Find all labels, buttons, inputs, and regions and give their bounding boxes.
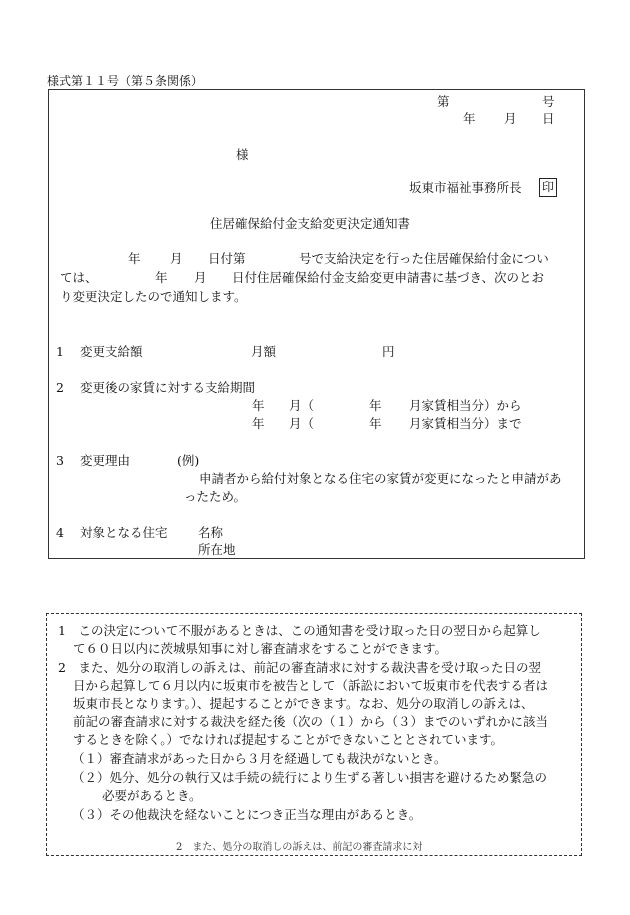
date-year: 年 — [463, 111, 476, 126]
item1-yen: 円 — [382, 344, 395, 359]
item2-row1-year2: 年 — [369, 398, 382, 413]
subnote1: （１）審査請求があった日から３月を経過しても裁決がないとき。 — [72, 751, 447, 766]
addressee-suffix: 様 — [236, 147, 249, 162]
cropped-text-fragment: 2 また、処分の取消しの訴えは、前記の審査請求に対 — [176, 842, 423, 853]
note2-line3: 坂東市長となります。）、提起することができます。なお、処分の取消しの訴えは、 — [73, 696, 534, 711]
note2-line4: 前記の審査請求に対する裁決を経た後（次の（１）から（３）までのいずれかに該当 — [73, 714, 549, 729]
note1-line1: 1 この決定について不服があるときは、この通知書を受け取った日の翌日から起算し — [58, 623, 541, 638]
item4-name: 名称 — [198, 525, 224, 540]
body-line1-rest: 号で支給決定を行った住居確保給付金につい — [299, 251, 549, 266]
item4-address: 所在地 — [198, 542, 236, 557]
body-line2-rest: 日付住居確保給付金支給変更申請書に基づき、次のとお — [232, 270, 545, 285]
item3-number: 3 — [56, 453, 64, 468]
body-year-2: 年 — [155, 270, 168, 285]
item4-number: 4 — [56, 525, 64, 540]
item2-row1-month: 月（ — [289, 398, 315, 413]
seal-mark: 印 — [539, 178, 557, 197]
item2-row2-month: 月（ — [289, 416, 315, 431]
date-day: 日 — [542, 111, 555, 126]
subnote2-line2: 必要があるとき。 — [102, 788, 202, 803]
item2-row1-year: 年 — [252, 398, 265, 413]
note2-line1: 2 また、処分の取消しの訴えは、前記の審査請求に対する裁決書を受け取った日の翌 — [58, 660, 541, 675]
item3-reason-line1: 申請者から給付対象となる住宅の家賃が変更になったと申請があ — [199, 471, 562, 486]
document-title: 住居確保給付金支給変更決定通知書 — [210, 216, 411, 231]
body-month-1: 月 — [170, 251, 183, 266]
item1-number: 1 — [56, 344, 64, 359]
issuer: 坂東市福祉事務所長 — [409, 180, 522, 195]
body-line2-start: ては、 — [60, 270, 98, 285]
item2-row2-year: 年 — [252, 416, 265, 431]
item2-row1-rest: 月家賃相当分）から — [409, 398, 522, 413]
number-prefix: 第 — [437, 94, 450, 109]
item3-example: (例) — [177, 453, 200, 468]
body-month-2: 月 — [194, 270, 207, 285]
item3-reason-line2: ったため。 — [184, 489, 247, 504]
item3-label: 変更理由 — [80, 453, 131, 468]
body-year-1: 年 — [128, 251, 141, 266]
item2-label: 変更後の家賃に対する支給期間 — [80, 380, 256, 395]
form-box — [48, 89, 585, 559]
body-dated-no: 日付第 — [208, 251, 246, 266]
item2-row2-year2: 年 — [369, 416, 382, 431]
subnote2-line1: （２）処分、処分の執行又は手続の続行により生ずる著しい損害を避けるため緊急の — [72, 770, 548, 785]
note2-line5: するときを除く。）でなければ提起することができないこととされています。 — [73, 732, 504, 747]
item2-row2-rest: 月家賃相当分）まで — [409, 416, 522, 431]
form-number: 様式第１１号（第５条関係） — [47, 74, 204, 88]
date-month: 月 — [504, 111, 517, 126]
note2-line2: 日から起算して６月以内に坂東市を被告として（訴訟において坂東市を代表する者は — [73, 678, 549, 693]
item1-monthly: 月額 — [251, 344, 277, 359]
body-line3: り変更決定したので通知します。 — [60, 289, 247, 304]
note1-line2: て６０日以内に茨城県知事に対し審査請求をすることができます。 — [73, 641, 448, 656]
item2-number: 2 — [56, 380, 64, 395]
item4-label: 対象となる住宅 — [80, 525, 168, 540]
item1-label: 変更支給額 — [80, 344, 143, 359]
subnote3: （３）その他裁決を経ないことにつき正当な理由があるとき。 — [72, 807, 422, 822]
number-suffix: 号 — [542, 94, 555, 109]
